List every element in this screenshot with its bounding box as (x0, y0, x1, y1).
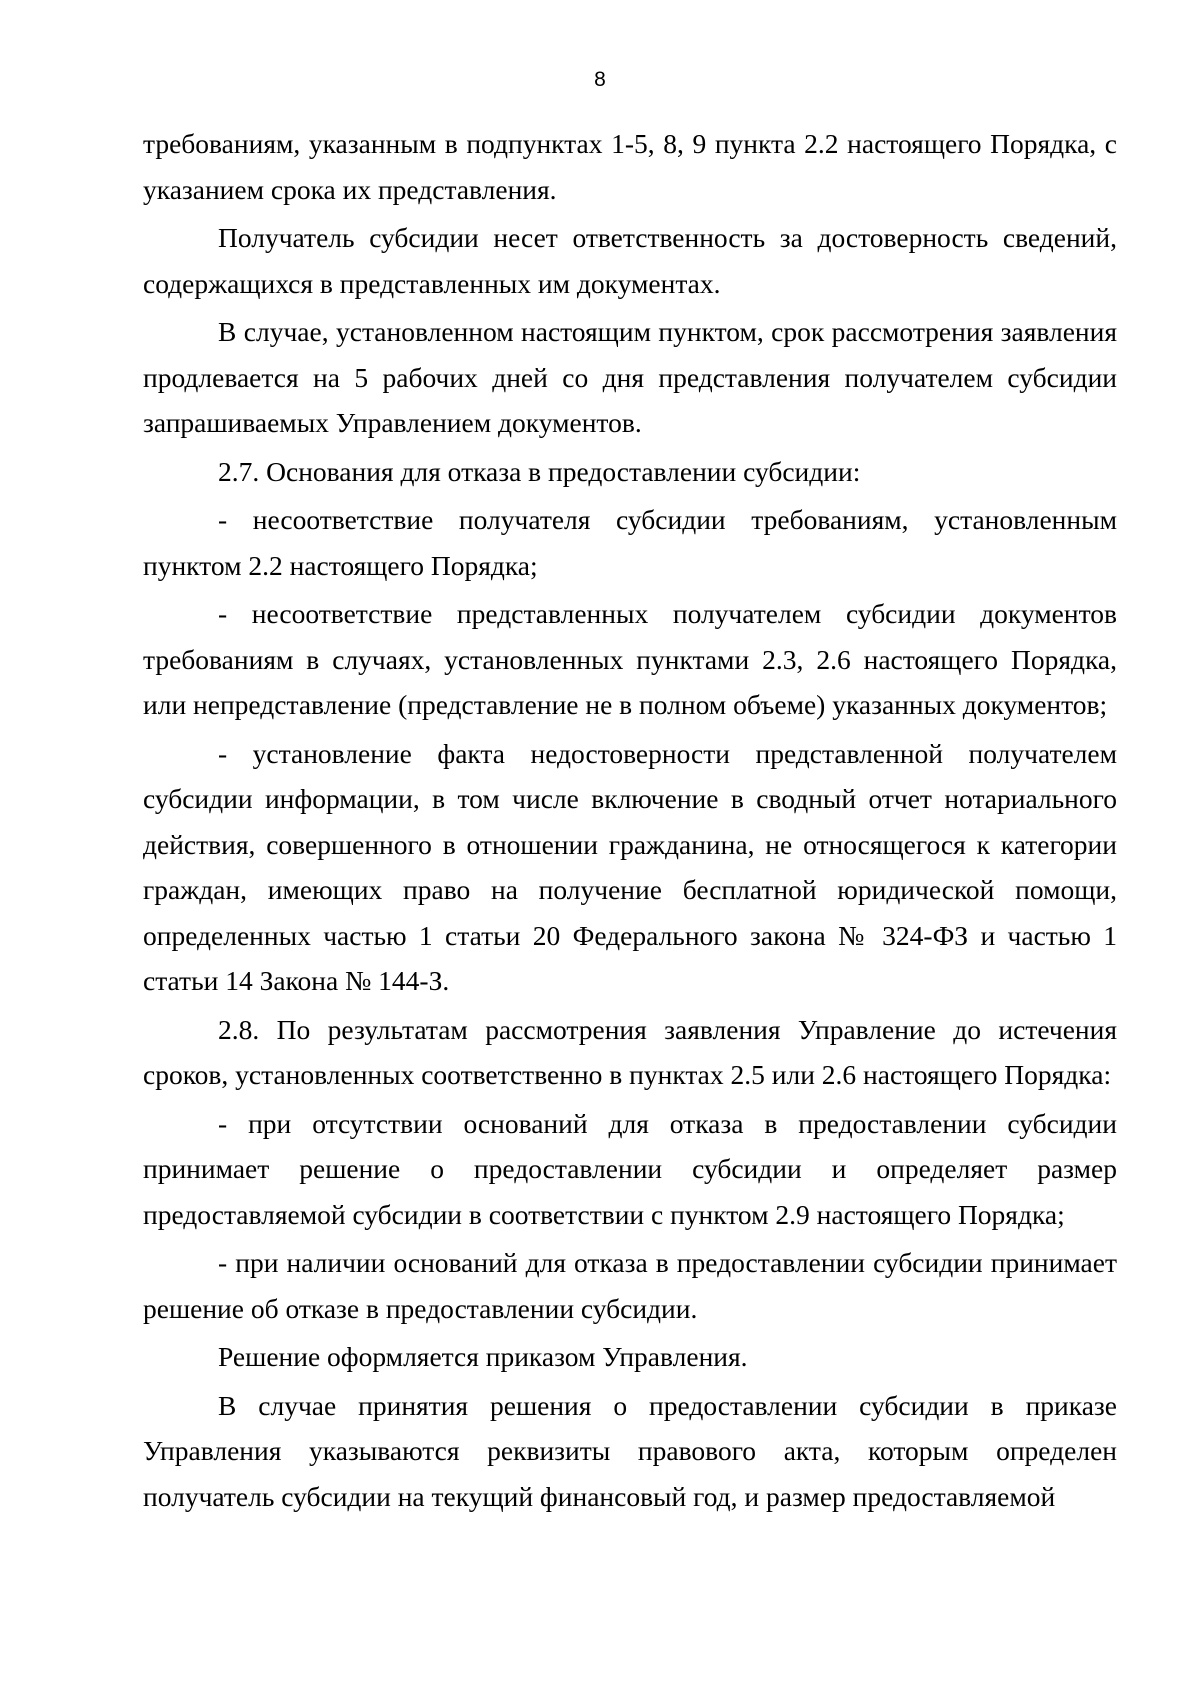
section-2-7-heading: 2.7. Основания для отказа в предоставлении субсидии: (218, 455, 861, 487)
paragraph-term-extension: В случае, установленном настоящим пунктом, срок рассмотрения заявления продлевается на 5 рабочих дней со дня представления получателем субсидии запрашиваемых Управлением документов. (143, 316, 1117, 438)
page-number: 8 (594, 68, 606, 91)
section-2-8-heading: 2.8. По результатам рассмотрения заявления Управление до истечения сроков, установленных соответственно в пунктах 2.5 или 2.6 настоящего Порядка: (143, 1013, 1117, 1090)
document-body (143, 121, 1117, 1522)
paragraph-responsibility: Получатель субсидии несет ответственность за достоверность сведений, содержащихся в представленных им документах. (143, 222, 1117, 299)
list-item-refusal-1: - несоответствие получателя субсидии требованиям, установленным пунктом 2.2 настоящего Порядка; (143, 504, 1117, 581)
list-item-decision-grant: - при отсутствии оснований для отказа в предоставлении субсидии принимает решение о предоставлении субсидии и определяет размер предоставляемой субсидии в соответствии с пунктом 2.9 настоящего Порядка; (143, 1107, 1117, 1230)
list-item-refusal-2: - несоответствие представленных получателем субсидии документов требованиям в случаях, установленных пунктами 2.3, 2.6 настоящего Порядка, или непредставление (представление не в полном объеме) указанных документов; (143, 598, 1117, 720)
paragraph-order-details: В случае принятия решения о предоставлении субсидии в приказе Управления указываются реквизиты правового акта, которым определен получатель субсидии на текущий финансовый год, и размер предоставляемой (143, 1389, 1117, 1512)
list-item-decision-refuse: - при наличии оснований для отказа в предоставлении субсидии принимает решение об отказе в предоставлении субсидии. (143, 1247, 1117, 1324)
paragraph-order: Решение оформляется приказом Управления. (218, 1341, 748, 1372)
paragraph-continuation: требованиям, указанным в подпунктах 1-5, 8, 9 пункта 2.2 настоящего Порядка, с указанием срока их представления. (143, 128, 1117, 205)
list-item-refusal-3: - установление факта недостоверности представленной получателем субсидии информации, в том числе включение в сводный отчет нотариального действия, совершенного в отношении гражданина, не относящегося к категории граждан, имеющих право на получение бесплатной юридической помощи, определенных частью 1 статьи 20 Федерального закона № 324-ФЗ и частью 1 статьи 14 Закона № 144-З. (143, 737, 1117, 996)
